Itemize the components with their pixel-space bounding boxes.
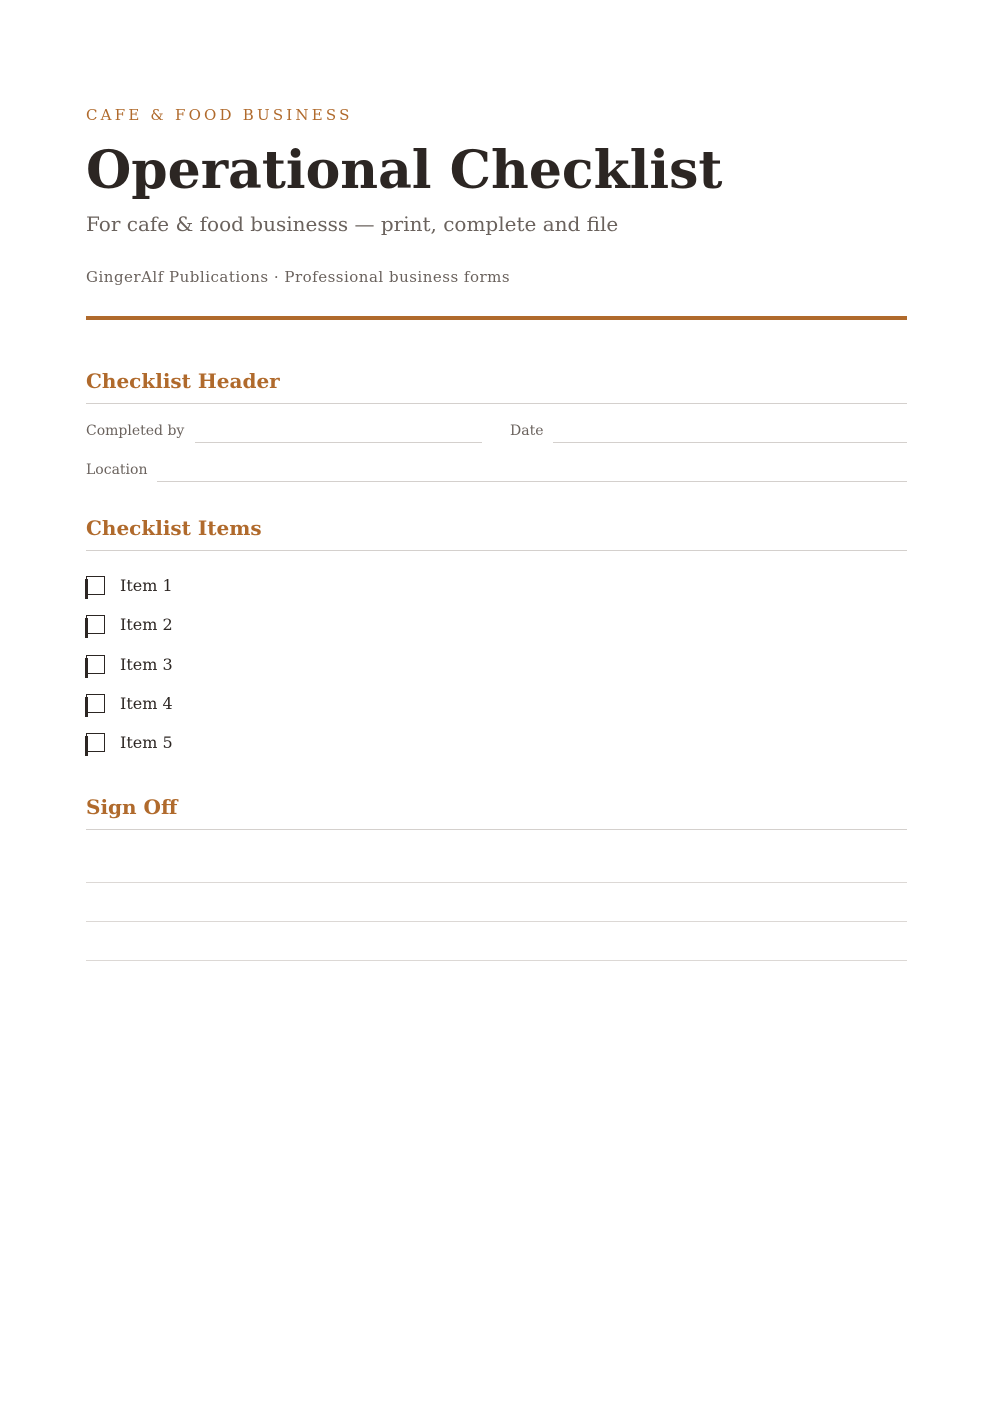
checklist-item (86, 612, 173, 636)
checklist-item-label: Item 2 (120, 614, 173, 634)
page-title: Operational Checklist (86, 140, 723, 201)
section-divider (86, 829, 907, 830)
date-field[interactable] (553, 442, 907, 443)
completed-by-field[interactable] (195, 442, 482, 443)
section-heading-checklist-items: Checklist Items (86, 516, 262, 540)
sign-off-line[interactable] (86, 960, 907, 961)
checklist-item-label: Item 4 (120, 693, 173, 713)
completed-by-label: Completed by (86, 423, 185, 439)
section-divider (86, 550, 907, 551)
sign-off-line[interactable] (86, 882, 907, 883)
checklist-item (86, 691, 173, 715)
location-label: Location (86, 462, 148, 478)
section-heading-checklist-header: Checklist Header (86, 369, 280, 393)
checkbox[interactable] (86, 615, 105, 634)
checklist-item (86, 573, 173, 597)
checkbox[interactable] (86, 733, 105, 752)
page-subtitle: For cafe & food businesss — print, complete and file (86, 212, 619, 236)
checkbox[interactable] (86, 694, 105, 713)
checkbox[interactable] (86, 655, 105, 674)
header-divider (86, 316, 907, 320)
date-label: Date (510, 423, 544, 439)
category-eyebrow: CAFE & FOOD BUSINESS (86, 106, 353, 124)
checklist-item-label: Item 5 (120, 732, 173, 752)
section-divider (86, 403, 907, 404)
publisher-line: GingerAlf Publications · Professional business forms (86, 268, 511, 286)
checklist-item-label: Item 1 (120, 575, 173, 595)
location-field[interactable] (157, 481, 907, 482)
section-heading-sign-off: Sign Off (86, 795, 178, 819)
checklist-item (86, 652, 173, 676)
sign-off-line[interactable] (86, 921, 907, 922)
checklist-item-label: Item 3 (120, 654, 173, 674)
checklist-item (86, 730, 173, 754)
checkbox[interactable] (86, 576, 105, 595)
